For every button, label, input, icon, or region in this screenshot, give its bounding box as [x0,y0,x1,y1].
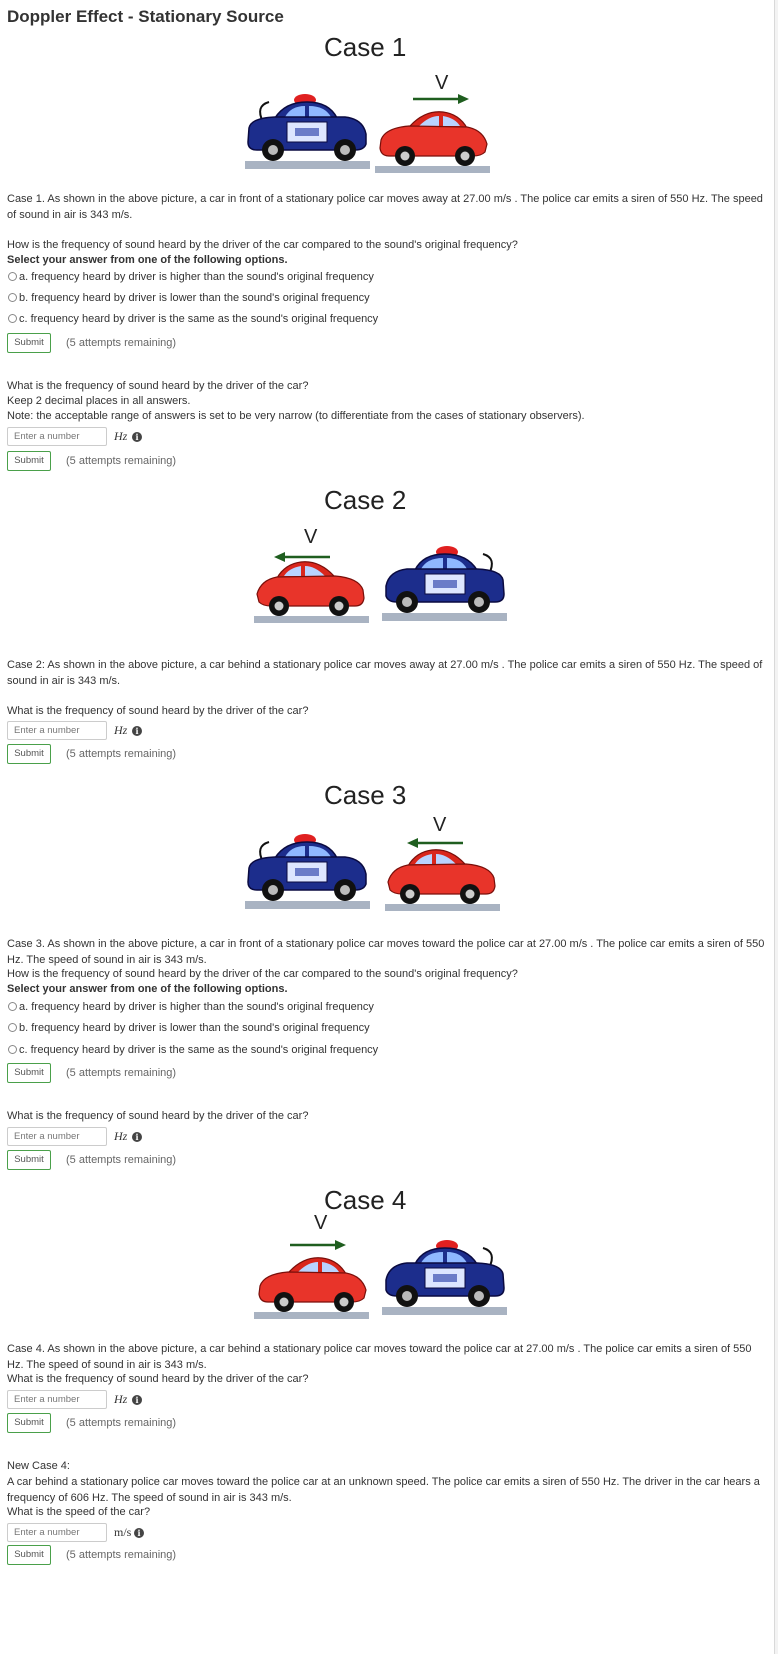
scrollbar-track[interactable] [774,0,778,1654]
case3-option-a[interactable]: a. frequency heard by driver is higher than the sound's original frequency [8,1000,374,1014]
case1-frequency-input[interactable] [7,427,107,446]
case4-question-freq: What is the frequency of sound heard by the driver of the car? [7,1373,309,1385]
case2-frequency-input[interactable] [7,721,107,740]
new-case4-attempts: (5 attempts remaining) [66,1549,177,1561]
case1-attempts: (5 attempts remaining) [66,337,177,349]
case4-submit-button[interactable]: Submit [7,1413,51,1433]
case1-freq-submit-button[interactable]: Submit [7,451,51,471]
case3-attempts: (5 attempts remaining) [66,1067,177,1079]
case1-option-b[interactable]: b. frequency heard by driver is lower than the sound's original frequency [8,291,370,305]
case1-note-decimals: Keep 2 decimal places in all answers. [7,395,191,407]
case1-note-range: Note: the acceptable range of answers is set to be very narrow (to differentiate from the cases of stationary observers). [7,410,585,422]
info-icon[interactable]: i [134,1528,144,1538]
case4-heading: Case 4 [324,1185,407,1215]
case2-description: Case 2: As shown in the above picture, a car behind a stationary police car moves away at 27.00 m/s . The police car emits a siren of 550 Hz. The speed of sound in air is 343 m/s. [7,659,763,687]
red-car-icon [385,838,500,913]
case1-freq-attempts: (5 attempts remaining) [66,455,177,467]
new-case4-heading: New Case 4: [7,1460,70,1472]
case2-question-freq: What is the frequency of sound heard by the driver of the car? [7,705,309,717]
arrow-right-icon [413,94,469,104]
velocity-label: V [314,1212,328,1234]
red-car-icon [375,100,490,175]
radio-icon[interactable] [8,272,17,281]
page-title: Doppler Effect - Stationary Source [7,7,284,26]
new-case4-speed-input[interactable] [7,1523,107,1542]
case3-scene [245,814,515,914]
case1-scene [245,70,495,170]
case1-description: Case 1. As shown in the above picture, a car in front of a stationary police car moves away at 27.00 m/s . The police car emits a siren of 550 Hz. The speed of sound in air is 343 m/s. [7,193,763,221]
case3-freq-submit-button[interactable]: Submit [7,1150,51,1170]
case3-description: Case 3. As shown in the above picture, a car in front of a stationary police car moves toward the police car at 27.00 m/s . The police car emits a siren of 550 Hz. The speed of sound in air is 343 m/s. [7,938,765,966]
info-icon[interactable]: i [132,432,142,442]
case1-question-freq: What is the frequency of sound heard by the driver of the car? [7,380,309,392]
new-case4-description: A car behind a stationary police car moves toward the police car at an unknown speed. The police car emits a siren of 550 Hz. The driver in the car hears a frequency of 606 Hz. The speed of sound in air is 343 m/s. [7,1476,760,1504]
case3-freq-attempts: (5 attempts remaining) [66,1154,177,1166]
unit-label: Hz [114,1129,128,1143]
red-car-icon [254,1246,369,1321]
case3-select-prompt: Select your answer from one of the following options. [7,983,288,995]
new-case4-submit-button[interactable]: Submit [7,1545,51,1565]
police-car-icon [245,828,370,913]
case1-submit-button[interactable]: Submit [7,333,51,353]
info-icon[interactable]: i [132,1395,142,1405]
case3-submit-button[interactable]: Submit [7,1063,51,1083]
velocity-label: V [433,814,447,836]
case3-frequency-input[interactable] [7,1127,107,1146]
case3-question-freq: What is the frequency of sound heard by the driver of the car? [7,1110,309,1122]
velocity-label: V [304,526,318,548]
case2-attempts: (5 attempts remaining) [66,748,177,760]
case4-frequency-input[interactable] [7,1390,107,1409]
case4-description: Case 4. As shown in the above picture, a car behind a stationary police car moves toward the police car at 27.00 m/s . The police car emits a siren of 550 Hz. The speed of sound in air is 343 m/s. [7,1343,752,1371]
police-car-icon [382,540,507,625]
police-car-icon [382,1234,507,1319]
case3-option-c[interactable]: c. frequency heard by driver is the same as the sound's original frequency [8,1043,378,1057]
case3-question-compare: How is the frequency of sound heard by the driver of the car compared to the sound's original frequency? [7,968,518,980]
red-car-icon [254,550,369,625]
case1-question-compare: How is the frequency of sound heard by the driver of the car compared to the sound's original frequency? [7,239,518,251]
case2-submit-button[interactable]: Submit [7,744,51,764]
radio-icon[interactable] [8,314,17,323]
radio-icon[interactable] [8,1002,17,1011]
unit-label: m/s [114,1525,132,1539]
case2-heading: Case 2 [324,485,407,515]
case1-select-prompt: Select your answer from one of the following options. [7,254,288,266]
case4-attempts: (5 attempts remaining) [66,1417,177,1429]
info-icon[interactable]: i [132,1132,142,1142]
radio-icon[interactable] [8,293,17,302]
case4-scene [254,1212,514,1324]
radio-icon[interactable] [8,1023,17,1032]
case1-heading: Case 1 [324,32,407,62]
unit-label: Hz [114,429,128,443]
new-case4-question: What is the speed of the car? [7,1506,151,1518]
radio-icon[interactable] [8,1045,17,1054]
velocity-label: V [435,72,449,94]
unit-label: Hz [114,723,128,737]
case1-option-a[interactable]: a. frequency heard by driver is higher than the sound's original frequency [8,270,374,284]
unit-label: Hz [114,1392,128,1406]
case3-option-b[interactable]: b. frequency heard by driver is lower than the sound's original frequency [8,1021,370,1035]
case2-scene [254,522,514,632]
case3-heading: Case 3 [324,780,407,810]
info-icon[interactable]: i [132,726,142,736]
police-car-icon [245,88,370,173]
case1-option-c[interactable]: c. frequency heard by driver is the same as the sound's original frequency [8,312,378,326]
